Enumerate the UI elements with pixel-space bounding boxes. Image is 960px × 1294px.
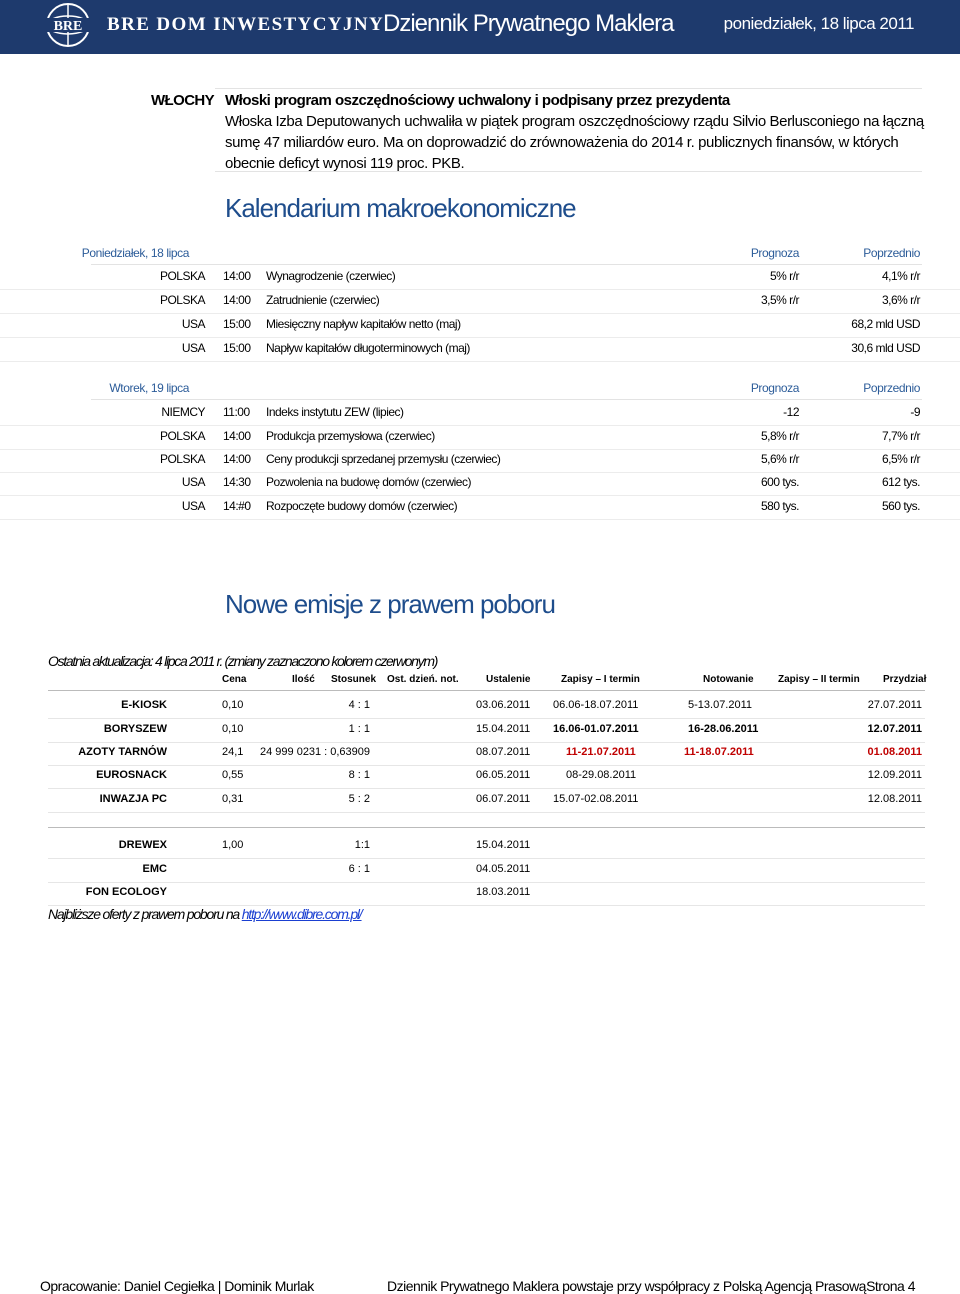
emission-row (48, 788, 925, 813)
time: 14:00 (223, 429, 251, 443)
ratio: 1:1 (354, 839, 370, 851)
previous: 612 tys. (881, 475, 920, 489)
previous-header: Poprzednio (863, 381, 920, 395)
country: POLSKA (159, 293, 205, 307)
time: 15:00 (223, 317, 251, 331)
calendar-row (0, 289, 960, 314)
fix-date: 18.03.2011 (476, 886, 531, 898)
price: 0,10 (222, 699, 244, 711)
price: 1,00 (222, 839, 244, 851)
calendar-row (0, 265, 960, 290)
col-sub2: Zapisy – II termin (778, 674, 860, 685)
publication-date: poniedziałek, 18 lipca 2011 (723, 14, 914, 33)
news-body: Włoska Izba Deputowanych uchwaliła w piątek program oszczędnościowy rządu Silvio Berlusconiego na łączną sumę 47 miliardów euro. Ma on doprowadzić do zrównoważenia do 2014 r. publicznych finansów, w których obecnie deficyt wynosi 119 proc. PKB. (225, 113, 924, 172)
time: 14:00 (223, 293, 251, 307)
divider (215, 171, 922, 172)
col-last-day: Ost. dzień. not. (387, 674, 459, 685)
calendar-row (0, 401, 960, 426)
country: POLSKA (159, 429, 205, 443)
col-alloc: Przydział (883, 674, 927, 685)
ratio: 5 : 2 (348, 793, 370, 805)
sub1: 11-21.07.2011 (566, 746, 636, 758)
event: Miesięczny napływ kapitałów netto (maj) (266, 317, 461, 331)
calendar-day-header (0, 381, 960, 401)
offer-link[interactable]: http://www.dibre.com.pl/ (241, 906, 362, 922)
event: Rozpoczęte budowy domów (czerwiec) (266, 499, 458, 513)
alloc: 01.08.2011 (867, 746, 922, 758)
calendar-day-header (0, 246, 960, 266)
emission-row (48, 834, 925, 859)
previous: 560 tys. (881, 499, 920, 513)
day-label: Wtorek, 19 lipca (109, 381, 189, 395)
emission-row (48, 718, 925, 743)
calendar-row (0, 448, 960, 473)
footer-author: Opracowanie: Daniel Cegiełka | Dominik Murlak (40, 1278, 314, 1294)
previous: 3,6% r/r (881, 293, 920, 307)
company: EMC (142, 863, 167, 875)
country: NIEMCY (161, 405, 205, 419)
listing: 11-18.07.2011 (684, 746, 754, 758)
fix-date: 15.04.2011 (476, 723, 531, 735)
country: USA (181, 341, 205, 355)
country: USA (181, 317, 205, 331)
event: Zatrudnienie (czerwiec) (266, 293, 380, 307)
event: Ceny produkcji sprzedanej przemysłu (czerwiec) (266, 452, 501, 466)
company: AZOTY TARNÓW (78, 746, 167, 758)
forecast: 600 tys. (760, 475, 799, 489)
event: Indeks instytutu ZEW (lipiec) (266, 405, 404, 419)
event: Napływ kapitałów długoterminowych (maj) (266, 341, 470, 355)
sub1: 06.06-18.07.2011 (553, 699, 639, 711)
country: POLSKA (159, 452, 205, 466)
divider (91, 399, 922, 400)
quantity: 24 999 023 (260, 746, 316, 758)
calendar-title: Kalendarium makroekonomiczne (225, 193, 576, 223)
alloc: 27.07.2011 (867, 699, 922, 711)
fix-date: 15.04.2011 (476, 839, 531, 851)
fix-date: 06.07.2011 (476, 793, 531, 805)
ratio: 8 : 1 (348, 769, 370, 781)
col-price: Cena (222, 674, 247, 685)
page-number: Strona 4 (866, 1278, 915, 1294)
forecast: 5,8% r/r (760, 429, 799, 443)
listing: 16-28.06.2011 (688, 723, 759, 735)
time: 14:00 (223, 269, 251, 283)
previous: 4,1% r/r (881, 269, 920, 283)
country: USA (181, 475, 205, 489)
time: 14:30 (223, 475, 251, 489)
update-note: Ostatnia aktualizacja: 4 lipca 2011 r. (zmiany zaznaczono kolorem czerwonym) (48, 653, 438, 669)
company: FON ECOLOGY (85, 886, 167, 898)
time: 11:00 (223, 405, 250, 419)
forecast: 5% r/r (769, 269, 799, 283)
previous: 6,5% r/r (881, 452, 920, 466)
sub1: 16.06-01.07.2011 (553, 723, 639, 735)
previous: 68,2 mld USD (851, 317, 920, 331)
fix-date: 03.06.2011 (476, 699, 531, 711)
day-label: Poniedziałek, 18 lipca (81, 246, 189, 260)
calendar-row (0, 425, 960, 450)
footer-note: Dziennik Prywatnego Maklera powstaje przy współpracy z Polską Agencją Prasową (387, 1278, 866, 1294)
col-fix: Ustalenie (486, 674, 531, 685)
time: 14:00 (223, 452, 251, 466)
ratio: 1 : 0,63909 (314, 746, 370, 758)
offer-text: Najbliższe oferty z prawem poboru na (48, 906, 242, 922)
alloc: 12.09.2011 (867, 769, 922, 781)
event: Produkcja przemysłowa (czerwiec) (266, 429, 435, 443)
forecast: -12 (783, 405, 799, 419)
previous-header: Poprzednio (863, 246, 920, 260)
sub1: 15.07-02.08.2011 (553, 793, 639, 805)
listing: 5-13.07.2011 (688, 699, 753, 711)
previous: 7,7% r/r (881, 429, 920, 443)
publication-title: Dziennik Prywatnego Maklera (383, 10, 674, 37)
col-ratio: Stosunek (331, 674, 377, 685)
time: 14:#0 (223, 499, 251, 513)
page-header (0, 0, 960, 54)
emissions-table-header (48, 674, 925, 691)
brand-name: BRE DOM INWESTYCYJNY (107, 14, 385, 35)
emission-row (48, 881, 925, 906)
company: EUROSNACK (96, 769, 167, 781)
offer-note (48, 906, 362, 922)
price: 0,10 (222, 723, 244, 735)
forecast: 580 tys. (760, 499, 799, 513)
ratio: 4 : 1 (348, 699, 370, 711)
company: INWAZJA PC (99, 793, 167, 805)
calendar-row (0, 337, 960, 362)
bre-logo-icon (40, 3, 96, 47)
price: 24,1 (222, 746, 244, 758)
emission-row (48, 764, 925, 789)
calendar-row (0, 471, 960, 496)
calendar-row (0, 313, 960, 338)
news-country: WŁOCHY (151, 92, 215, 109)
emissions-title: Nowe emisje z prawem poboru (225, 589, 555, 619)
price: 0,55 (222, 769, 244, 781)
col-sub1: Zapisy – I termin (561, 674, 640, 685)
previous: -9 (910, 405, 920, 419)
col-qty: Ilość (292, 674, 315, 685)
country: POLSKA (159, 269, 205, 283)
forecast-header: Prognoza (750, 381, 799, 395)
time: 15:00 (223, 341, 251, 355)
fix-date: 08.07.2011 (476, 746, 531, 758)
divider (215, 88, 922, 89)
news-title: Włoski program oszczędnościowy uchwalony i podpisany przez prezydenta (225, 92, 730, 109)
company: DREWEX (118, 839, 167, 851)
company: BORYSZEW (103, 723, 167, 735)
previous: 30,6 mld USD (851, 341, 920, 355)
alloc: 12.08.2011 (867, 793, 922, 805)
forecast: 5,6% r/r (760, 452, 799, 466)
logo-text: BRE (53, 19, 83, 34)
ratio: 6 : 1 (348, 863, 370, 875)
divider (48, 827, 925, 828)
fix-date: 06.05.2011 (476, 769, 531, 781)
event: Wynagrodzenie (czerwiec) (266, 269, 396, 283)
forecast: 3,5% r/r (760, 293, 799, 307)
ratio: 1 : 1 (348, 723, 370, 735)
emission-row (48, 694, 925, 719)
sub1: 08-29.08.2011 (566, 769, 637, 781)
forecast-header: Prognoza (750, 246, 799, 260)
col-listing: Notowanie (703, 674, 754, 685)
emission-row (48, 858, 925, 883)
price: 0,31 (222, 793, 244, 805)
calendar-row (0, 495, 960, 520)
event: Pozwolenia na budowę domów (czerwiec) (266, 475, 471, 489)
country: USA (181, 499, 205, 513)
emission-row (48, 741, 925, 766)
alloc: 12.07.2011 (867, 723, 922, 735)
company: E-KIOSK (121, 699, 167, 711)
fix-date: 04.05.2011 (476, 863, 531, 875)
